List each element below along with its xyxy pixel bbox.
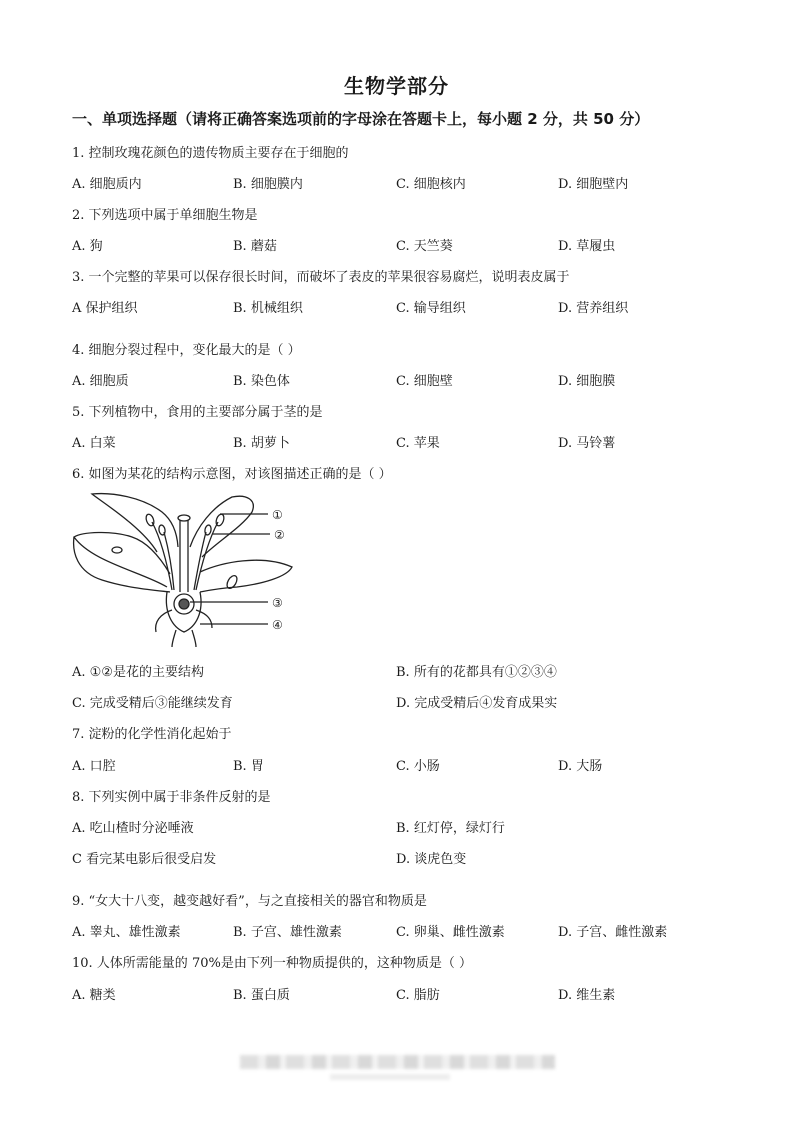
question-1-stem: 1. 控制玫瑰花颜色的遗传物质主要存在于细胞的 bbox=[72, 146, 349, 161]
q8-option-b: B. 红灯停，绿灯行 bbox=[396, 821, 505, 836]
question-3-stem: 3. 一个完整的苹果可以保存很长时间，而破坏了表皮的苹果很容易腐烂，说明表皮属于 bbox=[72, 270, 570, 285]
question-9-stem: 9. “女大十八变，越变越好看”，与之直接相关的器官和物质是 bbox=[72, 894, 427, 909]
figure-label-1: ① bbox=[272, 508, 283, 522]
figure-label-2: ② bbox=[274, 528, 285, 542]
q4-option-d: D. 细胞膜 bbox=[558, 374, 616, 389]
q8-option-a: A. 吃山楂时分泌唾液 bbox=[72, 821, 194, 836]
q5-option-d: D. 马铃薯 bbox=[558, 436, 616, 451]
q4-option-c: C. 细胞壁 bbox=[396, 374, 453, 389]
q6-option-a: A. ①②是花的主要结构 bbox=[72, 665, 204, 680]
q10-option-a: A. 糖类 bbox=[72, 988, 116, 1003]
q9-option-b: B. 子宫、雄性激素 bbox=[233, 925, 342, 940]
q3-option-a: A 保护组织 bbox=[72, 301, 138, 316]
q2-option-d: D. 草履虫 bbox=[558, 239, 616, 254]
q2-option-a: A. 狗 bbox=[72, 239, 103, 254]
q1-option-b: B. 细胞膜内 bbox=[233, 177, 303, 192]
figure-label-3: ③ bbox=[272, 596, 283, 610]
question-6-stem: 6. 如图为某花的结构示意图，对该图描述正确的是（ ） bbox=[72, 467, 392, 482]
q7-option-a: A. 口腔 bbox=[72, 759, 116, 774]
question-7-stem: 7. 淀粉的化学性消化起始于 bbox=[72, 727, 232, 742]
q10-option-b: B. 蛋白质 bbox=[233, 988, 290, 1003]
q2-option-b: B. 蘑菇 bbox=[233, 239, 277, 254]
q9-option-a: A. 睾丸、雄性激素 bbox=[72, 925, 181, 940]
q8-option-c: C 看完某电影后很受启发 bbox=[72, 852, 217, 867]
q5-option-c: C. 苹果 bbox=[396, 436, 440, 451]
q7-option-c: C. 小肠 bbox=[396, 759, 440, 774]
q7-option-d: D. 大肠 bbox=[558, 759, 603, 774]
flower-structure-diagram bbox=[72, 492, 302, 647]
q1-option-c: C. 细胞核内 bbox=[396, 177, 466, 192]
q10-option-d: D. 维生素 bbox=[558, 988, 616, 1003]
question-2-stem: 2. 下列选项中属于单细胞生物是 bbox=[72, 208, 258, 223]
question-4-stem: 4. 细胞分裂过程中，变化最大的是（ ） bbox=[72, 343, 301, 358]
q7-option-b: B. 胃 bbox=[233, 759, 264, 774]
q3-option-b: B. 机械组织 bbox=[233, 301, 303, 316]
q6-option-b: B. 所有的花都具有①②③④ bbox=[396, 665, 557, 680]
q5-option-b: B. 胡萝卜 bbox=[233, 436, 290, 451]
q5-option-a: A. 白菜 bbox=[72, 436, 116, 451]
q9-option-d: D. 子宫、雌性激素 bbox=[558, 925, 668, 940]
q1-option-a: A. 细胞质内 bbox=[72, 177, 142, 192]
question-5-stem: 5. 下列植物中，食用的主要部分属于茎的是 bbox=[72, 405, 323, 420]
q3-option-c: C. 输导组织 bbox=[396, 301, 466, 316]
q6-option-d: D. 完成受精后④发育成果实 bbox=[396, 696, 558, 711]
blurred-footer-watermark-line bbox=[330, 1074, 450, 1080]
q9-option-c: C. 卵巢、雌性激素 bbox=[396, 925, 505, 940]
question-8-stem: 8. 下列实例中属于非条件反射的是 bbox=[72, 790, 271, 805]
blurred-footer-watermark bbox=[240, 1055, 555, 1069]
section-heading: 一、单项选择题（请将正确答案选项前的字母涂在答题卡上，每小题 2 分，共 50 分） bbox=[72, 110, 650, 128]
question-10-stem: 10. 人体所需能量的 70%是由下列一种物质提供的，这种物质是（ ） bbox=[72, 956, 472, 971]
q10-option-c: C. 脂肪 bbox=[396, 988, 440, 1003]
q4-option-b: B. 染色体 bbox=[233, 374, 290, 389]
page-title: 生物学部分 bbox=[344, 74, 449, 98]
q1-option-d: D. 细胞壁内 bbox=[558, 177, 629, 192]
q6-option-c: C. 完成受精后③能继续发育 bbox=[72, 696, 233, 711]
q8-option-d: D. 谈虎色变 bbox=[396, 852, 467, 867]
q4-option-a: A. 细胞质 bbox=[72, 374, 129, 389]
q2-option-c: C. 天竺葵 bbox=[396, 239, 453, 254]
q3-option-d: D. 营养组织 bbox=[558, 301, 629, 316]
figure-label-4: ④ bbox=[272, 618, 283, 632]
